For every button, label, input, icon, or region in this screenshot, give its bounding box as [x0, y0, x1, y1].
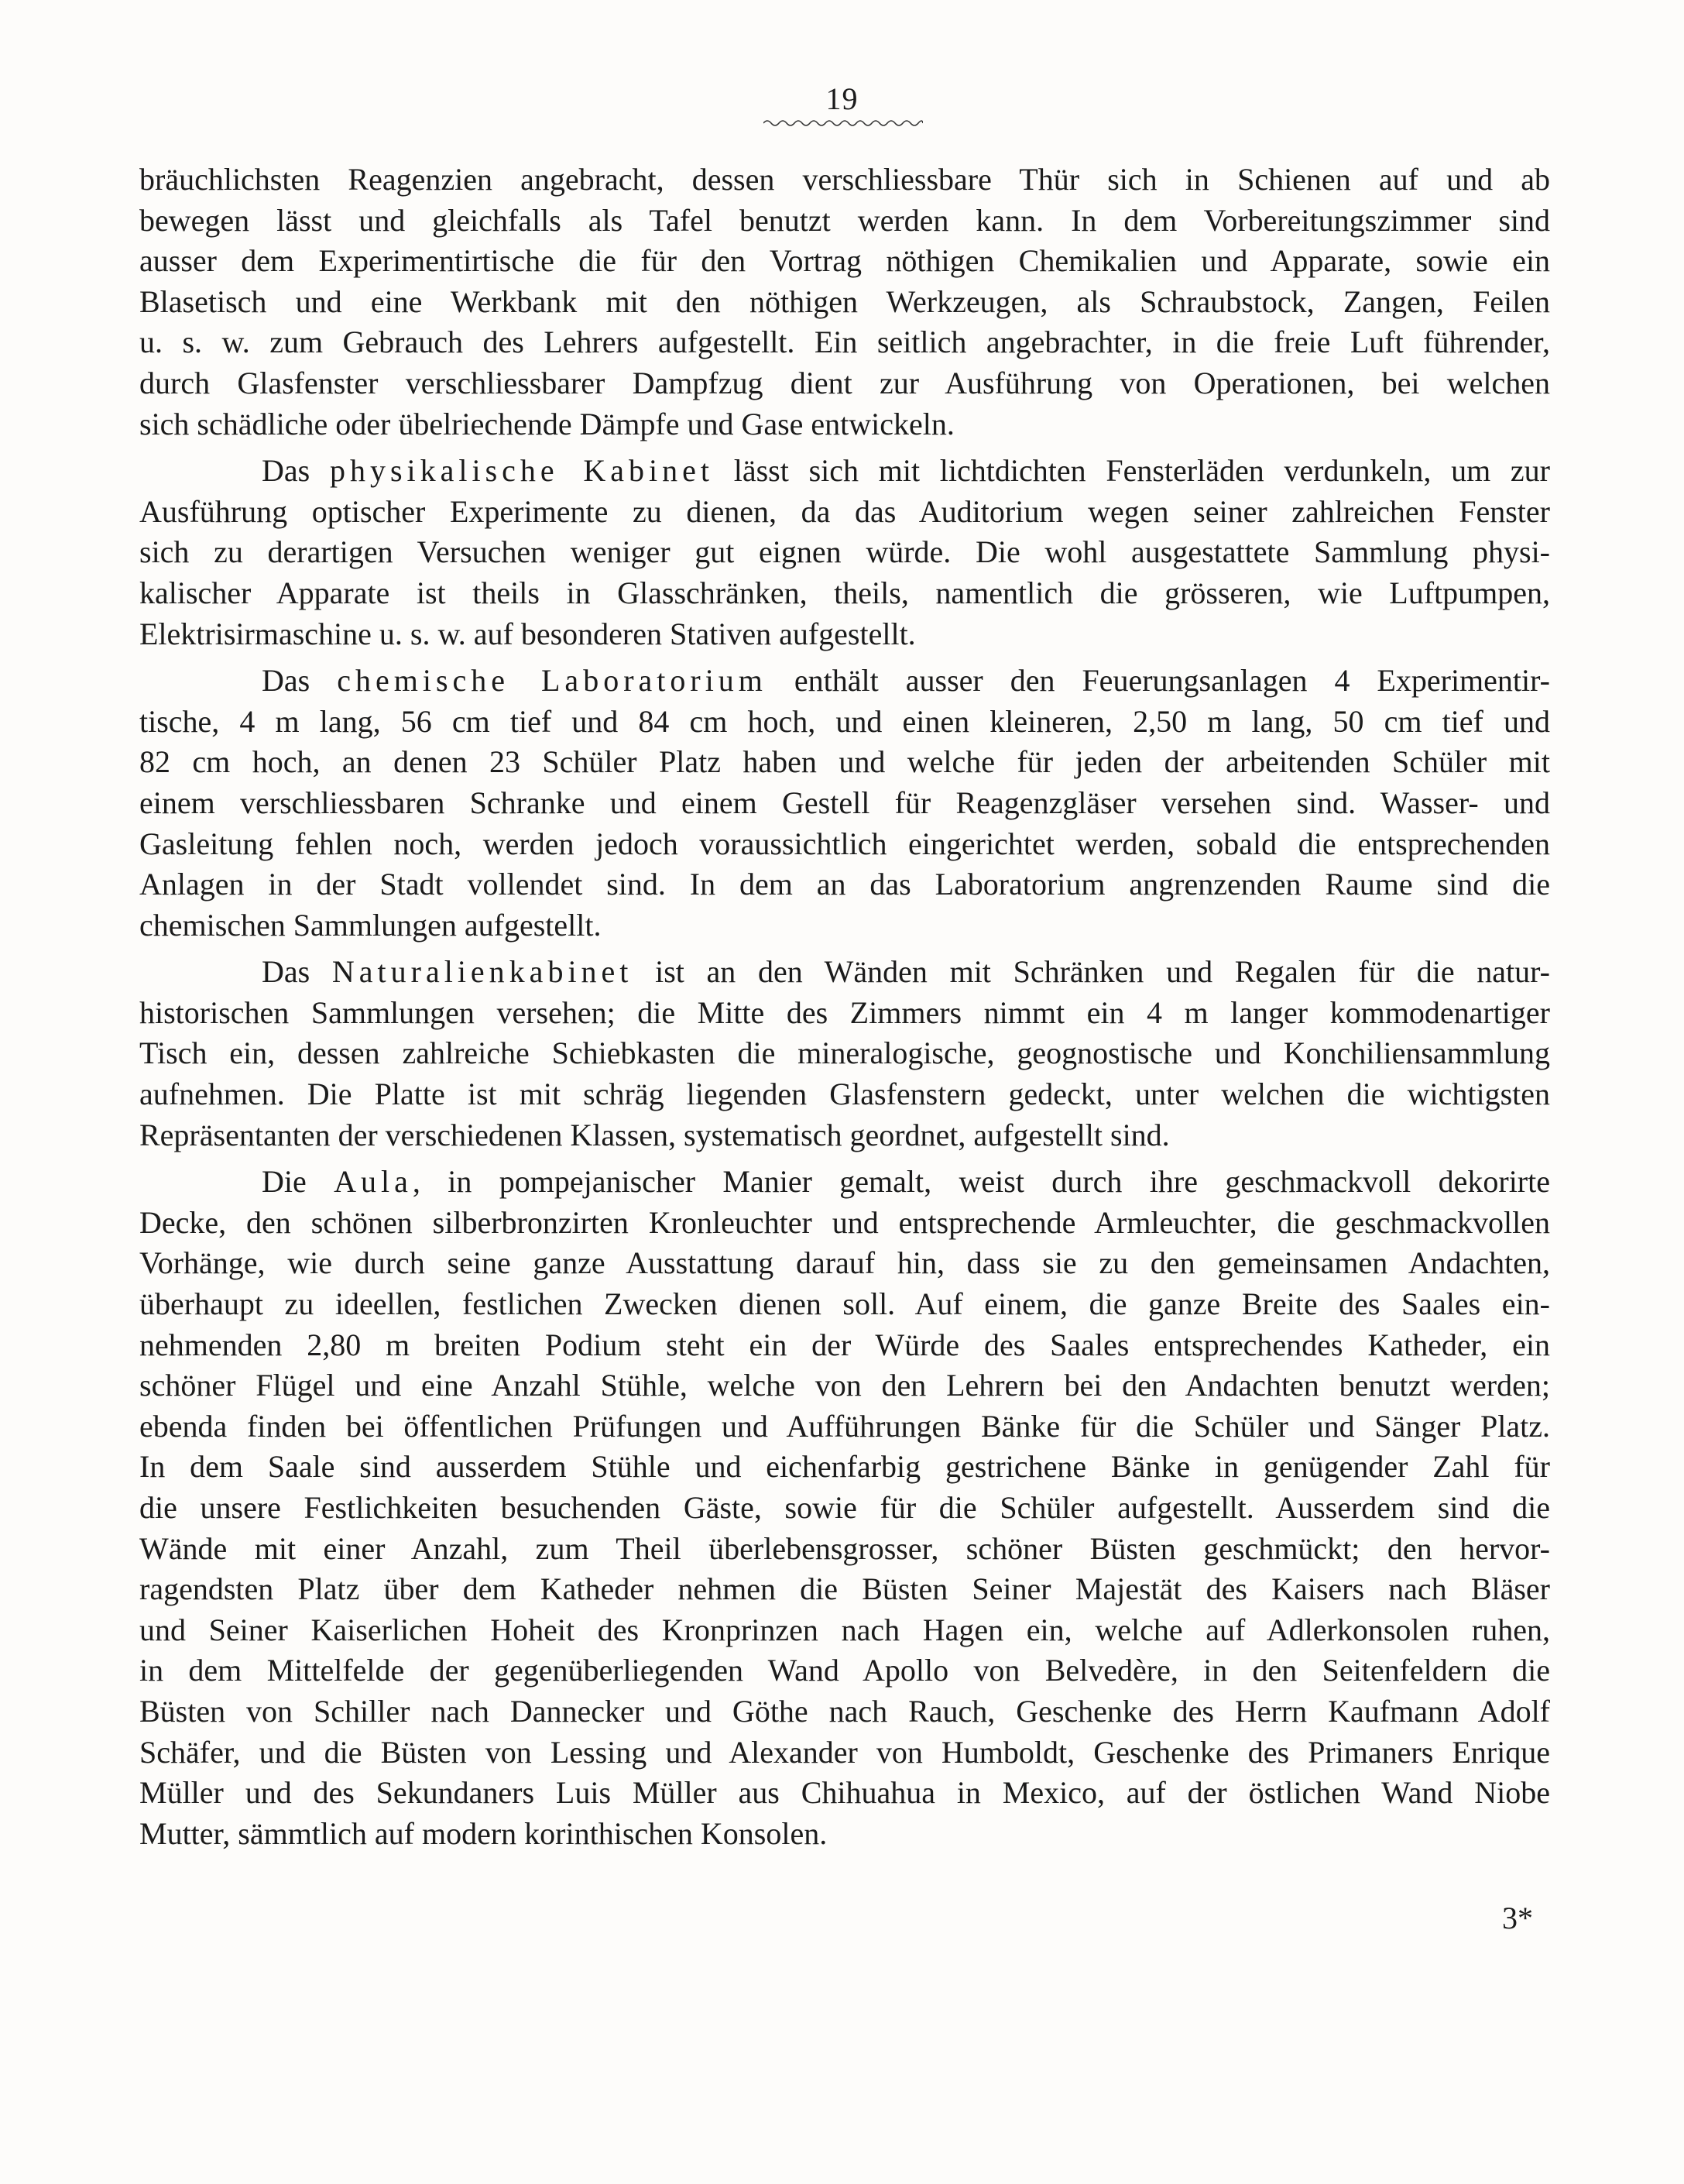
text-line: Wände mit einer Anzahl, zum Theil überlebensgrosser, schöner Büsten geschmückt; den hervor-	[139, 1530, 1550, 1566]
text-segment: enthält ausser den Feuerungsanlagen 4 Experimentir-	[767, 663, 1550, 699]
text-segment: Die	[262, 1164, 334, 1200]
text-line: 82 cm hoch, an denen 23 Schüler Platz haben und welche für jeden der arbeitenden Schüler mit	[139, 744, 1550, 780]
text-line: und Seiner Kaiserlichen Hoheit des Kronprinzen nach Hagen ein, welche auf Adlerkonsolen ruhen,	[139, 1612, 1550, 1647]
paragraph-gap	[139, 946, 1550, 952]
text-line: bewegen lässt und gleichfalls als Tafel benutzt werden kann. In dem Vorbereitungszimmer sind	[139, 202, 1550, 238]
text-line: Elektrisirmaschine u. s. w. auf besonderen Stativen aufgestellt.	[139, 616, 916, 651]
text-line: Tisch ein, dessen zahlreiche Schiebkasten die mineralogische, geognostische und Konchiliensammlung	[139, 1035, 1550, 1071]
paragraph-gap	[139, 445, 1550, 451]
text-line: tische, 4 m lang, 56 cm tief und 84 cm hoch, und einen kleineren, 2,50 m lang, 50 cm tief und	[139, 703, 1550, 739]
text-line: einem verschliessbaren Schranke und einem Gestell für Reagenzgläser versehen sind. Wasser- und	[139, 785, 1550, 820]
paragraph	[139, 1162, 1550, 1854]
text-line	[139, 661, 1550, 702]
text-line: kalischer Apparate ist theils in Glasschränken, theils, namentlich die grösseren, wie Luftpumpen,	[139, 575, 1550, 610]
paragraph	[139, 451, 1550, 654]
paragraph	[139, 661, 1550, 946]
text-line: Schäfer, und die Büsten von Lessing und Alexander von Humboldt, Geschenke des Primaners Enrique	[139, 1734, 1550, 1770]
text-line: aufnehmen. Die Platte ist mit schräg liegenden Glasfenstern gedeckt, unter welchen die wichtigsten	[139, 1077, 1550, 1112]
text-line: Müller und des Sekundaners Luis Müller aus Chihuahua in Mexico, auf der östlichen Wand Niobe	[139, 1775, 1550, 1811]
paragraph	[139, 160, 1550, 445]
text-line: ausser dem Experimentirtische die für den Vortrag nöthigen Chemikalien und Apparate, sowie ein	[139, 243, 1550, 279]
text-line: Ausführung optischer Experimente zu dienen, da das Auditorium wegen seiner zahlreichen Fenster	[139, 493, 1550, 529]
text-line: durch Glasfenster verschliessbarer Dampfzug dient zur Ausführung von Operationen, bei welchen	[139, 365, 1550, 400]
text-line: bräuchlichsten Reagenzien angebracht, dessen verschliessbare Thür sich in Schienen auf und ab	[139, 162, 1550, 197]
text-line: Mutter, sämmtlich auf modern korinthischen Konsolen.	[139, 1815, 828, 1851]
text-line: sich zu derartigen Versuchen weniger gut eignen würde. Die wohl ausgestattete Sammlung physi-	[139, 534, 1550, 570]
text-line: historischen Sammlungen versehen; die Mitte des Zimmers nimmt ein 4 m langer kommodenartiger	[139, 994, 1550, 1030]
paragraph	[139, 952, 1550, 1156]
text-line: Vorhänge, wie durch seine ganze Ausstattung darauf hin, dass sie zu den gemeinsamen Andachten,	[139, 1245, 1550, 1281]
text-segment: ist an den Wänden mit Schränken und Regalen für die natur-	[633, 954, 1550, 990]
spaced-heading-term: physikalische Kabinet	[329, 453, 715, 489]
text-line: In dem Saale sind ausserdem Stühle und eichenfarbig gestrichene Bänke in genügender Zahl für	[139, 1449, 1550, 1485]
text-line: Büsten von Schiller nach Dannecker und Göthe nach Rauch, Geschenke des Herrn Kaufmann Adolf	[139, 1693, 1550, 1729]
text-line: Anlagen in der Stadt vollendet sind. In dem an das Laboratorium angrenzenden Raume sind die	[139, 867, 1550, 902]
text-line: nehmenden 2,80 m breiten Podium steht ein der Würde des Saales entsprechendes Katheder, ein	[139, 1327, 1550, 1362]
signature-mark: 3*	[1502, 1901, 1533, 1935]
text-line: die unsere Festlichkeiten besuchenden Gäste, sowie für die Schüler aufgestellt. Ausserdem sind die	[139, 1490, 1550, 1525]
text-line: schöner Flügel und eine Anzahl Stühle, welche von den Lehrern bei den Andachten benutzt werden;	[139, 1368, 1550, 1403]
page-number: 19	[825, 81, 859, 116]
text-line: Gasleitung fehlen noch, werden jedoch voraussichtlich eingerichtet werden, sobald die entsprechenden	[139, 826, 1550, 861]
text-line: in dem Mittelfelde der gegenüberliegenden Wand Apollo von Belvedère, in den Seitenfeldern die	[139, 1653, 1550, 1688]
text-line: ragendsten Platz über dem Katheder nehmen die Büsten Seiner Majestät des Kaisers nach Bläser	[139, 1571, 1550, 1607]
text-segment: Das	[262, 663, 338, 699]
text-line: überhaupt zu ideellen, festlichen Zwecken dienen soll. Auf einem, die ganze Breite des Saales ein-	[139, 1286, 1550, 1322]
text-line: ebenda finden bei öffentlichen Prüfungen und Aufführungen Bänke für die Schüler und Sänger Platz.	[139, 1408, 1550, 1444]
spaced-heading-term: Naturalienkabinet	[331, 954, 633, 990]
paragraph-gap	[139, 654, 1550, 661]
text-line: chemischen Sammlungen aufgestellt.	[139, 907, 602, 943]
text-line: Repräsentanten der verschiedenen Klassen, systematisch geordnet, aufgestellt sind.	[139, 1117, 1170, 1152]
text-segment: Das	[262, 453, 330, 489]
text-segment: lässt sich mit lichtdichten Fensterläden verdunkeln, um zur	[714, 453, 1550, 489]
text-line	[139, 451, 1550, 492]
wavy-rule-ornament	[763, 118, 923, 128]
text-line: sich schädliche oder übelriechende Dämpfe und Gase entwickeln.	[139, 406, 955, 441]
spaced-heading-term: chemische Laboratorium	[337, 663, 767, 699]
text-line	[139, 1162, 1550, 1203]
text-line: Decke, den schönen silberbronzirten Kronleuchter und entsprechende Armleuchter, die geschmackvollen	[139, 1204, 1550, 1240]
paragraph-gap	[139, 1156, 1550, 1162]
text-line	[139, 952, 1550, 993]
text-line: u. s. w. zum Gebrauch des Lehrers aufgestellt. Ein seitlich angebrachter, in die freie Luft führender,	[139, 325, 1550, 360]
spaced-heading-term: Aula	[334, 1164, 413, 1200]
text-segment: , in pompejanischer Manier gemalt, weist durch ihre geschmackvoll dekorirte	[412, 1164, 1550, 1200]
body-text	[139, 160, 1550, 1854]
text-segment: Das	[262, 954, 332, 990]
text-line: Blasetisch und eine Werkbank mit den nöthigen Werkzeugen, als Schraubstock, Zangen, Feilen	[139, 283, 1550, 319]
